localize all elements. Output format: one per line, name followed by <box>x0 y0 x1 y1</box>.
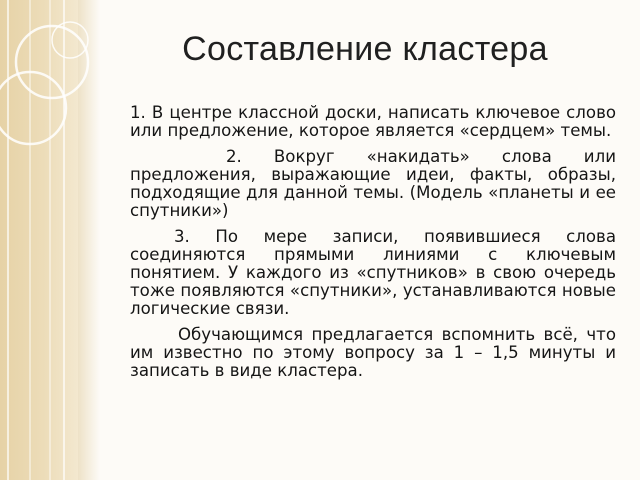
slide-body <box>130 104 616 388</box>
decorative-circles-graphic <box>0 0 120 480</box>
paragraph-step-1: 1. В центре классной доски, написать ключевое слово или предложение, которое является «сердцем» темы. <box>130 103 616 140</box>
paragraph-step-3: 3. По мере записи, появившиеся слова соединяются прямыми линиями с ключевым понятием. У каждого из «спутников» в свою очередь тоже появляются «спутники», устанавливаются новые логические связи. <box>130 227 616 318</box>
paragraph-step-2: 2. Вокруг «накидать» слова или предложения, выражающие идеи, факты, образы, подходящие для данной темы. (Модель «планеты и ее спутники») <box>130 147 616 220</box>
slide-title: Составление кластера <box>182 30 548 68</box>
paragraph-instruction: Обучающимся предлагается вспомнить всё, что им известно по этому вопросу за 1 – 1,5 минуты и записать в виде кластера. <box>130 325 616 380</box>
